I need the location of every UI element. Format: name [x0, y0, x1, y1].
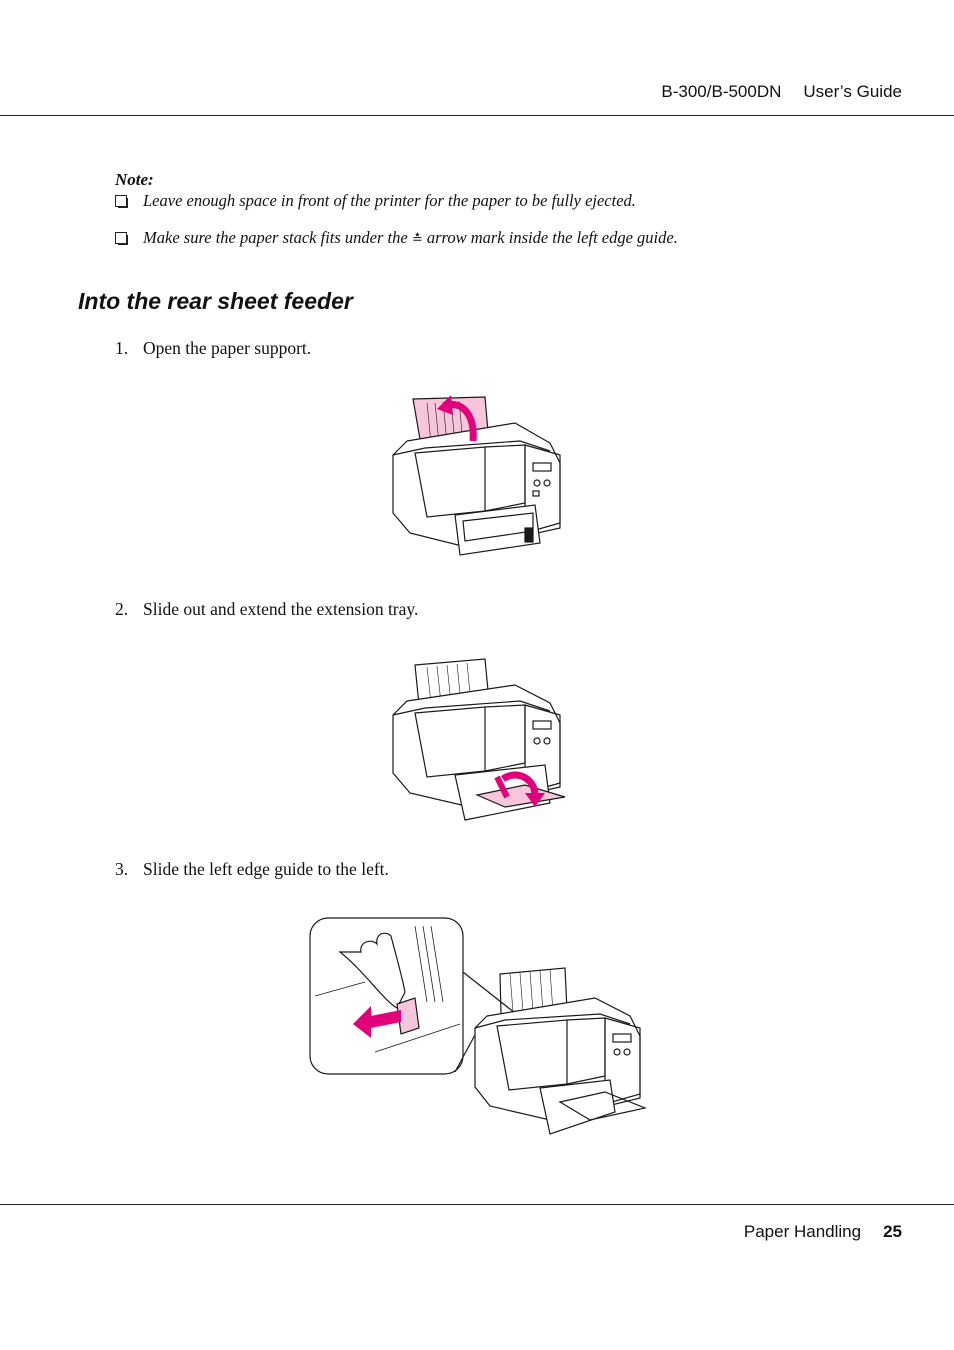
header-rule — [0, 115, 954, 116]
page-number: 25 — [883, 1222, 902, 1241]
step-number: 3. — [115, 859, 129, 879]
note-item-2-text-after: arrow mark inside the left edge guide. — [426, 228, 678, 247]
note-item-1-text: Leave enough space in front of the printer for the paper to be fully ejected. — [143, 191, 636, 210]
printer-open-paper-support-illustration — [385, 393, 570, 563]
note-item-1 — [115, 191, 636, 211]
arrow-mark-icon: ≛ — [411, 231, 423, 246]
step-number: 1. — [115, 338, 129, 358]
footer-rule — [0, 1204, 954, 1205]
note-item-2 — [115, 228, 678, 248]
running-footer — [744, 1222, 902, 1242]
step-3 — [115, 859, 389, 880]
note-item-2-text-before: Make sure the paper stack fits under the — [143, 228, 408, 247]
step-text: Slide the left edge guide to the left. — [143, 859, 389, 879]
note-title: Note: — [115, 170, 154, 189]
printer-slide-edge-guide-illustration — [305, 912, 650, 1142]
printer-extend-tray-illustration — [385, 655, 570, 830]
checkbox-bullet-icon — [115, 232, 127, 244]
checkbox-bullet-icon — [115, 195, 127, 207]
step-text: Slide out and extend the extension tray. — [143, 599, 419, 619]
header-guide-title: User’s Guide — [803, 82, 902, 101]
footer-section: Paper Handling — [743, 1222, 862, 1241]
step-1 — [115, 338, 311, 359]
header-model: B-300/B-500DN — [661, 82, 782, 101]
step-text: Open the paper support. — [143, 338, 312, 358]
step-number: 2. — [115, 599, 129, 619]
section-title: Into the rear sheet feeder — [78, 288, 353, 314]
step-2 — [115, 599, 418, 620]
running-header — [661, 82, 902, 102]
